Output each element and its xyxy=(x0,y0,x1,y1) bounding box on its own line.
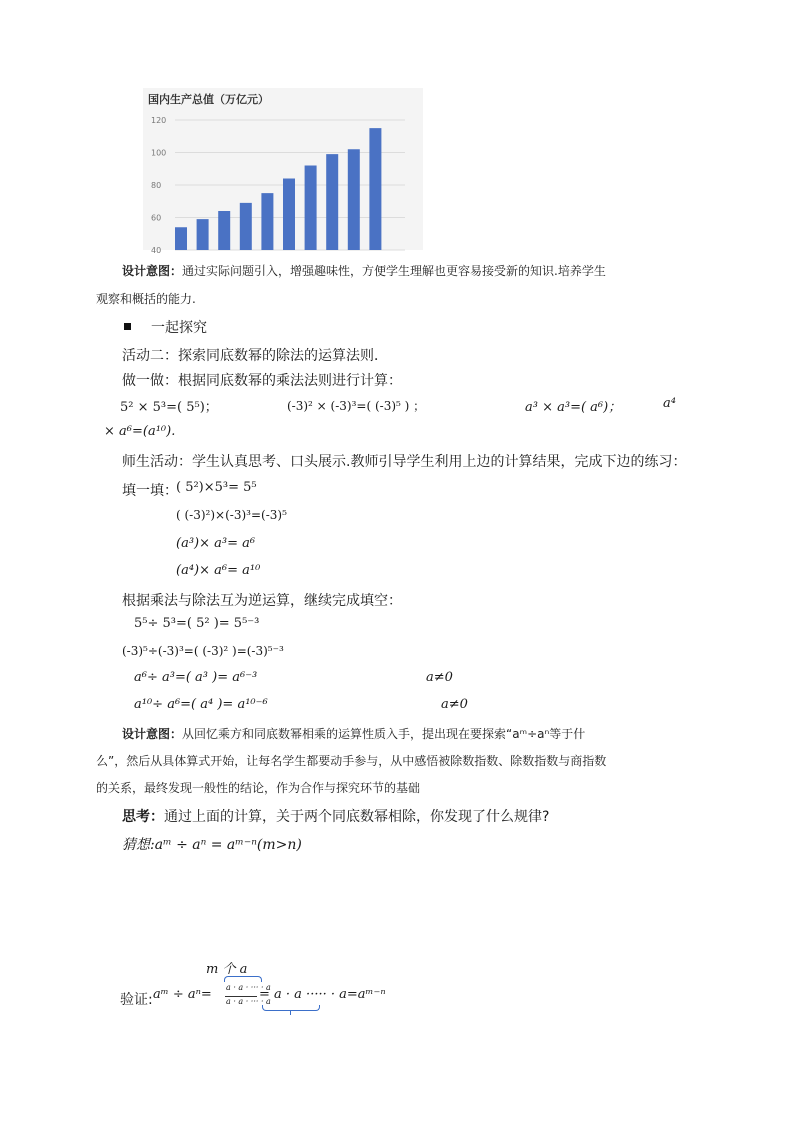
design-intent-1-line2: 观察和概括的能力. xyxy=(96,292,196,306)
bar xyxy=(240,203,252,250)
bar xyxy=(283,179,295,251)
chart-title: 国内生产总值（万亿元） xyxy=(148,93,269,106)
think-label: 思考： xyxy=(122,809,164,825)
design-intent-2-line3: 的关系，最终发现一般性的结论，作为合作与探究环节的基础 xyxy=(96,781,421,795)
fill-label: 填一填： xyxy=(122,483,178,499)
design-intent-1 xyxy=(122,262,606,279)
calc-4-end: × a⁶=(a¹⁰). xyxy=(104,424,176,439)
think-text: 通过上面的计算，关于两个同底数幂相除，你发现了什么规律? xyxy=(164,809,550,825)
bar xyxy=(369,128,381,250)
y-tick-label: 40 xyxy=(151,246,162,255)
verify-label: 验证: xyxy=(120,992,153,1008)
design-intent-2 xyxy=(122,725,585,742)
conjecture: 猜想:aᵐ ÷ aⁿ = aᵐ⁻ⁿ(m>n) xyxy=(122,837,302,853)
div-row-3: a⁶÷ a³=( a³ )= a⁶⁻³ xyxy=(134,670,258,685)
design-intent-text: 通过实际问题引入，增强趣味性，方便学生理解也更容易接受新的知识.培养学生 xyxy=(182,264,606,278)
calc-3: a³ × a³=( a⁶)； xyxy=(525,400,622,415)
div-row-1: 5⁵÷ 5³=( 5² )= 5⁵⁻³ xyxy=(134,616,260,631)
top-brace xyxy=(224,976,262,982)
gdp-bar-chart xyxy=(143,88,423,255)
bottom-brace xyxy=(262,1005,320,1011)
div-row-4: a¹⁰÷ a⁶=( a⁴ )= a¹⁰⁻⁶ xyxy=(134,697,268,712)
calc-4-start: a⁴ xyxy=(663,396,676,411)
y-tick-label: 120 xyxy=(151,116,167,125)
design-intent-2-text: 从回忆乘方和同底数幂相乘的运算性质入手，提出现在要探索“aᵐ÷aⁿ等于什 xyxy=(182,727,586,741)
brace-tip xyxy=(290,1010,291,1015)
teacher-activity: 师生活动：学生认真思考、口头展示.教师引导学生利用上边的计算结果，完成下边的练习： xyxy=(122,454,687,470)
verify-result: = a · a ····· · a=aᵐ⁻ⁿ xyxy=(259,987,386,1002)
bar xyxy=(305,166,317,251)
design-intent-2-label: 设计意图： xyxy=(122,727,183,741)
fill-row-3: (a³)× a³= a⁶ xyxy=(176,536,256,551)
inverse-op: 根据乘法与除法互为逆运算，继续完成填空： xyxy=(122,593,402,609)
try-it: 做一做：根据同底数幂的乘法法则进行计算： xyxy=(122,373,402,389)
gdp-chart xyxy=(143,88,423,255)
fill-row-2: ( (-3)²)×(-3)³=(-3)⁵ xyxy=(176,508,287,522)
design-intent-2-line2: 么”，然后从具体算式开始，让每名学生都要动手参与，从中感悟被除数指数、除数指数与商指数 xyxy=(96,754,607,768)
activity-2: 活动二：探索同底数幂的除法的运算法则． xyxy=(122,348,388,364)
bar xyxy=(218,211,230,250)
fill-row-4: (a⁴)× a⁶= a¹⁰ xyxy=(176,563,261,578)
y-tick-label: 80 xyxy=(151,181,162,190)
y-tick-label: 100 xyxy=(151,148,167,158)
square-bullet-icon xyxy=(124,323,131,330)
bar xyxy=(326,154,338,250)
bar xyxy=(197,219,209,250)
verify-expr: aᵐ ÷ aⁿ= xyxy=(153,987,212,1002)
fraction-numerator: a · a · ··· · a xyxy=(226,983,271,992)
calc-1: 5² × 5³=( 5⁵)； xyxy=(120,400,218,415)
design-intent-label: 设计意图： xyxy=(122,264,183,278)
y-tick-label: 60 xyxy=(151,213,162,223)
calc-2: (-3)² × (-3)³=( (-3)⁵ ) ； xyxy=(287,399,426,413)
div-row-2: (-3)⁵÷(-3)³=( (-3)² )=(-3)⁵⁻³ xyxy=(122,644,284,658)
verify-top-label: m 个 a xyxy=(206,962,248,977)
bar xyxy=(348,149,360,250)
bar xyxy=(175,227,187,250)
div-row-4-condition: a≠0 xyxy=(441,697,468,712)
think xyxy=(122,806,549,826)
fill-row-1: ( 5²)×5³= 5⁵ xyxy=(176,480,257,495)
bar xyxy=(261,193,273,250)
section-heading: 一起探究 xyxy=(124,317,207,337)
div-row-3-condition: a≠0 xyxy=(426,670,453,685)
fraction-denominator: a · a · ··· · a xyxy=(226,997,271,1006)
